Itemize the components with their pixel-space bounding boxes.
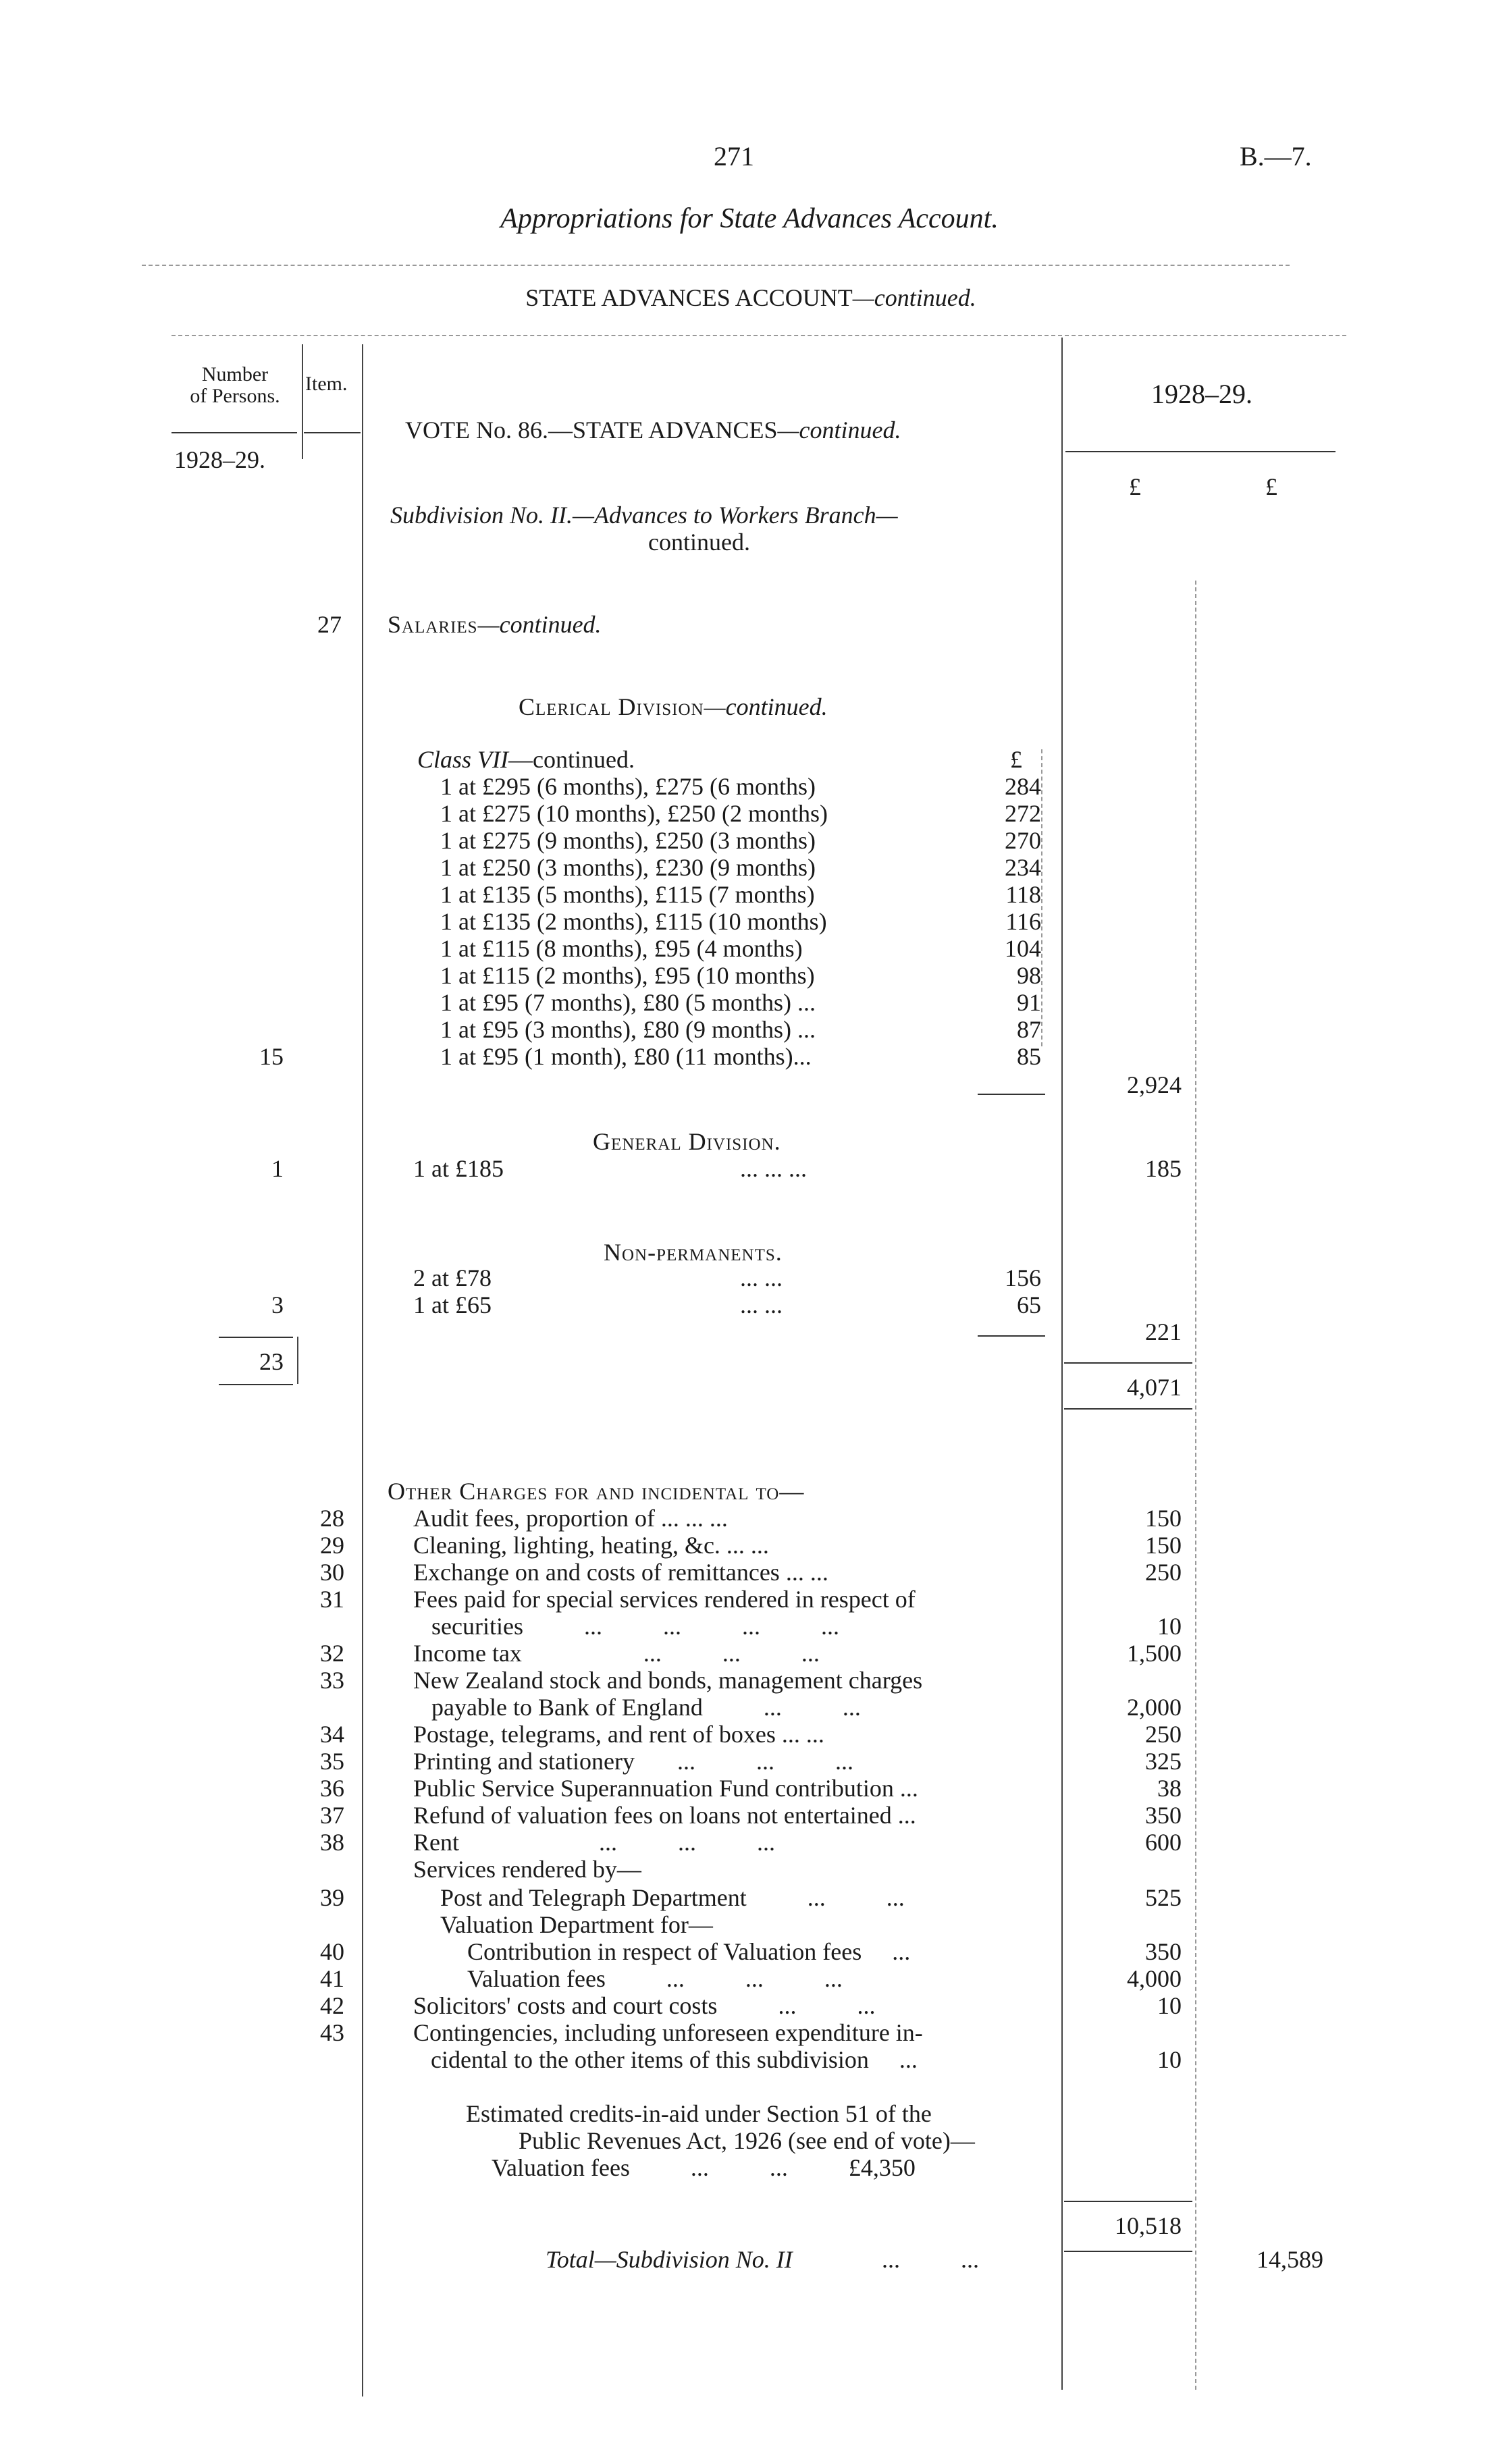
salary-row-4-text: 1 at £250 (3 months), £230 (9 months) xyxy=(440,854,816,881)
document-reference: B.—7. xyxy=(1240,141,1312,171)
item-32-number: 32 xyxy=(320,1640,344,1667)
item-41-amount: 4,000 xyxy=(1127,1965,1182,1992)
item-31-amount: 10 xyxy=(1157,1613,1182,1640)
item-38-text: Rent ... ... ... xyxy=(413,1829,775,1856)
item-42-number: 42 xyxy=(320,1992,344,2019)
general-total: 185 xyxy=(1145,1155,1182,1182)
amount-column-rule xyxy=(1061,338,1063,2390)
salary-row-9-text: 1 at £95 (7 months), £80 (5 months) ... xyxy=(440,989,816,1016)
item-34-text: Postage, telegrams, and rent of boxes ... ... xyxy=(413,1721,824,1748)
item-34-amount: 250 xyxy=(1145,1721,1182,1748)
item-29-amount: 150 xyxy=(1145,1532,1182,1559)
salaries-total-rule-top xyxy=(1064,1362,1192,1364)
persons-total-rule-bottom xyxy=(219,1384,293,1385)
vote-title xyxy=(405,416,901,444)
item-35-amount: 325 xyxy=(1145,1748,1182,1775)
vote-title-suffix: —continued. xyxy=(777,417,901,444)
item-38-number: 38 xyxy=(320,1829,344,1856)
class-label: Class VII xyxy=(417,746,508,773)
item-header: Item. xyxy=(305,373,348,395)
salaries-label: Salaries xyxy=(388,611,478,638)
year-right: 1928–29. xyxy=(1151,379,1252,409)
other-charges-total-rule-bottom xyxy=(1064,2251,1192,2252)
item-28-text: Audit fees, proportion of ... ... ... xyxy=(413,1505,728,1532)
persons-total: 23 xyxy=(259,1348,284,1375)
credits-in-aid-line1: Estimated credits-in-aid under Section 51 of the xyxy=(466,2100,932,2127)
general-row-dots: ... ... ... xyxy=(740,1155,807,1182)
subdivision-total-amount: 14,589 xyxy=(1257,2246,1323,2273)
item-36-text: Public Service Superannuation Fund contribution ... xyxy=(413,1775,918,1802)
clerical-division-label: Clerical Division xyxy=(519,693,704,720)
item-41-text: Valuation fees ... ... ... xyxy=(467,1965,843,1992)
item-39-amount: 525 xyxy=(1145,1884,1182,1911)
item-33-text: New Zealand stock and bonds, management charges xyxy=(413,1667,923,1694)
item-43-number: 43 xyxy=(320,2019,344,2046)
clerical-division-suffix: —continued. xyxy=(704,693,828,720)
nonperm-persons: 3 xyxy=(271,1291,284,1318)
salaries-item-number: 27 xyxy=(317,611,342,638)
table-top-rule xyxy=(171,335,1346,336)
pound-column-2: £ xyxy=(1265,473,1277,500)
class-pound-sign: £ xyxy=(1010,746,1022,773)
item-31-number: 31 xyxy=(320,1586,344,1613)
item-28-number: 28 xyxy=(320,1505,344,1532)
other-charges-total: 10,518 xyxy=(1115,2212,1182,2239)
nonperm-sum-rule xyxy=(978,1335,1045,1337)
item-column-rule xyxy=(302,344,303,459)
salaries-heading xyxy=(388,610,602,639)
valuation-department-label: Valuation Department for— xyxy=(440,1911,713,1938)
item-35-text: Printing and stationery ... ... ... xyxy=(413,1748,853,1775)
services-rendered-label: Services rendered by— xyxy=(413,1856,641,1883)
pound-column-1: £ xyxy=(1129,473,1141,500)
nonperm-row-2-text: 1 at £65 xyxy=(413,1291,492,1318)
item-37-amount: 350 xyxy=(1145,1802,1182,1829)
section-title xyxy=(525,284,976,312)
clerical-division-heading xyxy=(519,693,828,721)
item-40-text: Contribution in respect of Valuation fees ... xyxy=(467,1938,911,1965)
item-32-amount: 1,500 xyxy=(1127,1640,1182,1667)
item-40-number: 40 xyxy=(320,1938,344,1965)
salary-row-3-amount: 270 xyxy=(1005,827,1041,854)
persons-header-line2: of Persons. xyxy=(190,385,280,407)
nonperm-row-1-dots: ... ... xyxy=(740,1264,783,1291)
item-39-text: Post and Telegraph Department ... ... xyxy=(440,1884,905,1911)
salary-row-11-text: 1 at £95 (1 month), £80 (11 months)... xyxy=(440,1043,812,1070)
subtotal-column-rule xyxy=(1195,581,1196,2390)
item-36-number: 36 xyxy=(320,1775,344,1802)
page-number: 271 xyxy=(714,141,754,171)
salary-row-5-text: 1 at £135 (5 months), £115 (7 months) xyxy=(440,881,815,908)
item-38-amount: 600 xyxy=(1145,1829,1182,1856)
salary-row-6-text: 1 at £135 (2 months), £115 (10 months) xyxy=(440,908,827,935)
title-rule xyxy=(142,265,1290,266)
item-43-amount: 10 xyxy=(1157,2046,1182,2073)
class-amount-rule xyxy=(1041,749,1042,1046)
salary-row-3-text: 1 at £275 (9 months), £250 (3 months) xyxy=(440,827,816,854)
salary-row-4-amount: 234 xyxy=(1005,854,1041,881)
item-43-text: Contingencies, including unforeseen expenditure in- xyxy=(413,2019,923,2046)
item-33-amount: 2,000 xyxy=(1127,1694,1182,1721)
item-28-amount: 150 xyxy=(1145,1505,1182,1532)
salary-row-9-amount: 91 xyxy=(1017,989,1041,1016)
item-29-text: Cleaning, lighting, heating, &c. ... ... xyxy=(413,1532,769,1559)
salary-row-6-amount: 116 xyxy=(1005,908,1041,935)
year-left: 1928–29. xyxy=(174,446,265,473)
other-charges-heading: Other Charges for and incidental to— xyxy=(388,1478,805,1505)
salary-row-2-text: 1 at £275 (10 months), £250 (2 months) xyxy=(440,800,828,827)
item-36-amount: 38 xyxy=(1157,1775,1182,1802)
item-32-text: Income tax ... ... ... xyxy=(413,1640,820,1667)
vote-title-text: VOTE No. 86.—STATE ADVANCES xyxy=(405,417,778,444)
item-37-number: 37 xyxy=(320,1802,344,1829)
class-total: 2,924 xyxy=(1127,1071,1182,1098)
salary-row-8-text: 1 at £115 (2 months), £95 (10 months) xyxy=(440,962,815,989)
item-33-text-cont: payable to Bank of England ... ... xyxy=(413,1694,861,1721)
class-persons: 15 xyxy=(259,1043,284,1070)
nonperm-row-2-dots: ... ... xyxy=(740,1291,783,1318)
class-heading xyxy=(417,745,635,774)
nonperm-row-1-amount: 156 xyxy=(1005,1264,1041,1291)
item-29-number: 29 xyxy=(320,1532,344,1559)
item-31-text: Fees paid for special services rendered in respect of xyxy=(413,1586,916,1613)
year-right-rule xyxy=(1065,451,1336,452)
persons-total-side-rule xyxy=(297,1337,298,1384)
salary-row-11-amount: 85 xyxy=(1017,1043,1041,1070)
nonperm-row-1-text: 2 at £78 xyxy=(413,1264,492,1291)
class-sum-rule xyxy=(978,1094,1045,1095)
description-column-rule xyxy=(362,344,363,2396)
item-33-number: 33 xyxy=(320,1667,344,1694)
item-39-number: 39 xyxy=(320,1884,344,1911)
page-title: Appropriations for State Advances Account. xyxy=(500,203,999,234)
persons-header-line1: Number xyxy=(201,363,269,385)
salary-row-8-amount: 98 xyxy=(1017,962,1041,989)
salary-row-5-amount: 118 xyxy=(1005,881,1041,908)
other-charges-total-rule-top xyxy=(1064,2201,1192,2202)
item-30-text: Exchange on and costs of remittances ... ... xyxy=(413,1559,828,1586)
section-title-text: STATE ADVANCES ACCOUNT xyxy=(525,284,853,311)
nonperm-total: 221 xyxy=(1145,1318,1182,1345)
salary-row-7-text: 1 at £115 (8 months), £95 (4 months) xyxy=(440,935,803,962)
general-division-heading: General Division. xyxy=(593,1128,781,1155)
salary-row-1-amount: 284 xyxy=(1005,773,1041,800)
credits-in-aid-line3: Valuation fees ... ... £4,350 xyxy=(492,2154,916,2181)
item-31-text-cont: securities ... ... ... ... xyxy=(413,1613,839,1640)
section-title-suffix: —continued. xyxy=(852,284,976,311)
item-34-number: 34 xyxy=(320,1721,344,1748)
item-41-number: 41 xyxy=(320,1965,344,1992)
item-40-amount: 350 xyxy=(1145,1938,1182,1965)
subdivision-total-label: Total—Subdivision No. II xyxy=(546,2246,793,2273)
salaries-total: 4,071 xyxy=(1127,1374,1182,1401)
salary-row-1-text: 1 at £295 (6 months), £275 (6 months) xyxy=(440,773,816,800)
item-30-number: 30 xyxy=(320,1559,344,1586)
item-37-text: Refund of valuation fees on loans not entertained ... xyxy=(413,1802,916,1829)
salaries-total-rule-bottom xyxy=(1064,1408,1192,1410)
item-42-amount: 10 xyxy=(1157,1992,1182,2019)
persons-total-rule-top xyxy=(219,1337,293,1338)
item-35-number: 35 xyxy=(320,1748,344,1775)
salary-row-2-amount: 272 xyxy=(1005,800,1041,827)
salaries-suffix: —continued. xyxy=(477,611,602,638)
salary-row-10-text: 1 at £95 (3 months), £80 (9 months) ... xyxy=(440,1016,816,1043)
subdivision-title-cont: continued. xyxy=(648,529,750,556)
item-header-rule xyxy=(304,432,361,433)
item-43-text-cont: cidental to the other items of this subdivision ... xyxy=(431,2046,918,2073)
general-row-text: 1 at £185 xyxy=(413,1155,504,1182)
item-30-amount: 250 xyxy=(1145,1559,1182,1586)
credits-in-aid-line2: Public Revenues Act, 1926 (see end of vote)— xyxy=(519,2127,975,2154)
subdivision-total-dots: ... ... xyxy=(882,2246,979,2273)
salary-row-7-amount: 104 xyxy=(1005,935,1041,962)
class-suffix: —continued. xyxy=(508,746,635,773)
non-permanents-heading: Non-permanents. xyxy=(604,1239,783,1266)
persons-header-rule xyxy=(171,432,297,433)
general-persons: 1 xyxy=(271,1155,284,1182)
salary-row-10-amount: 87 xyxy=(1017,1016,1041,1043)
nonperm-row-2-amount: 65 xyxy=(1017,1291,1041,1318)
item-42-text: Solicitors' costs and court costs ... ... xyxy=(413,1992,876,2019)
subdivision-title: Subdivision No. II.—Advances to Workers Branch— xyxy=(390,502,898,529)
